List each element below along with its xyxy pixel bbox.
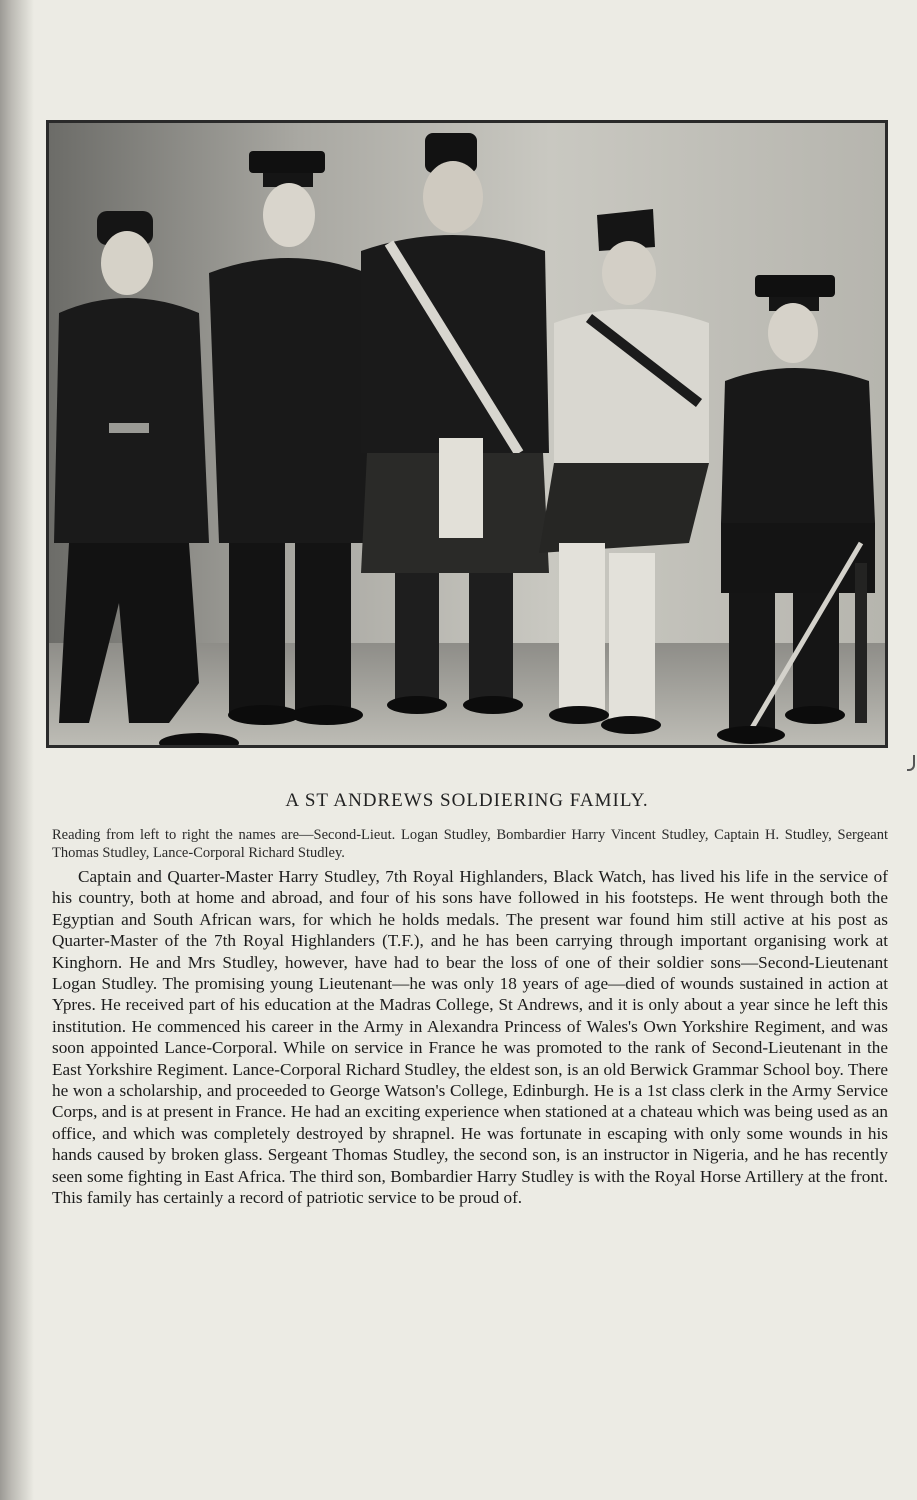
photograph-illustration xyxy=(49,123,885,745)
photo-caption: A ST ANDREWS SOLDIERING FAMILY. xyxy=(285,790,649,811)
group-photograph xyxy=(46,120,888,748)
names-line: Reading from left to right the names are—Second-Lieut. Logan Studley, Bombardier Harry Vincent Studley, Captain H. Studley, Sergeant Thomas Studley, Lance-Corporal Richard Studley. xyxy=(52,827,888,861)
article-body: Captain and Quarter-Master Harry Studley, 7th Royal Highlanders, Black Watch, has lived his life in the service of his country, both at home and abroad, and four of his sons have followed in his footsteps. He went through both the Egyptian and South African wars, for which he holds medals. The present war found him still active at his post as Quarter-Master of the 7th Royal Highlanders (T.F.), and he has been carrying through important organising work at Kinghorn. He and Mrs Studley, however, have had to bear the loss of one of their soldier sons—Second-Lieutenant Logan Studley. The promising young Lieutenant—he was only 18 years of age—died of wounds sustained in action at Ypres. He received part of his education at the Madras College, St Andrews, and it is only about a year since he left this institution. He commenced his career in the Army in Alexandra Princess of Wales's Own Yorkshire Regiment, and was soon appointed Lance-Corporal. While on service in France he was promoted to the rank of Second-Lieutenant in the East Yorkshire Regiment. Lance-Corporal Richard Studley, the eldest son, is an old Berwick Grammar School boy. There he won a scholarship, and proceeded to George Watson's College, Edinburgh. He is a 1st class clerk in the Army Service Corps, and is at present in France. He had an exciting experience when stationed at a chateau which was being used as an office, and which was completely destroyed by shrapnel. He was fortunate in escaping with only some wounds in his hands caused by broken glass. Sergeant Thomas Studley, the second son, is an instructor in Nigeria, and he has recently seen some fighting in East Africa. The third son, Bombardier Harry Studley is with the Royal Horse Artillery at the front. This family has certainly a record of patriotic service to be proud of. xyxy=(52,867,888,1208)
book-spine-shadow xyxy=(0,0,34,1500)
page-mark xyxy=(907,755,915,771)
